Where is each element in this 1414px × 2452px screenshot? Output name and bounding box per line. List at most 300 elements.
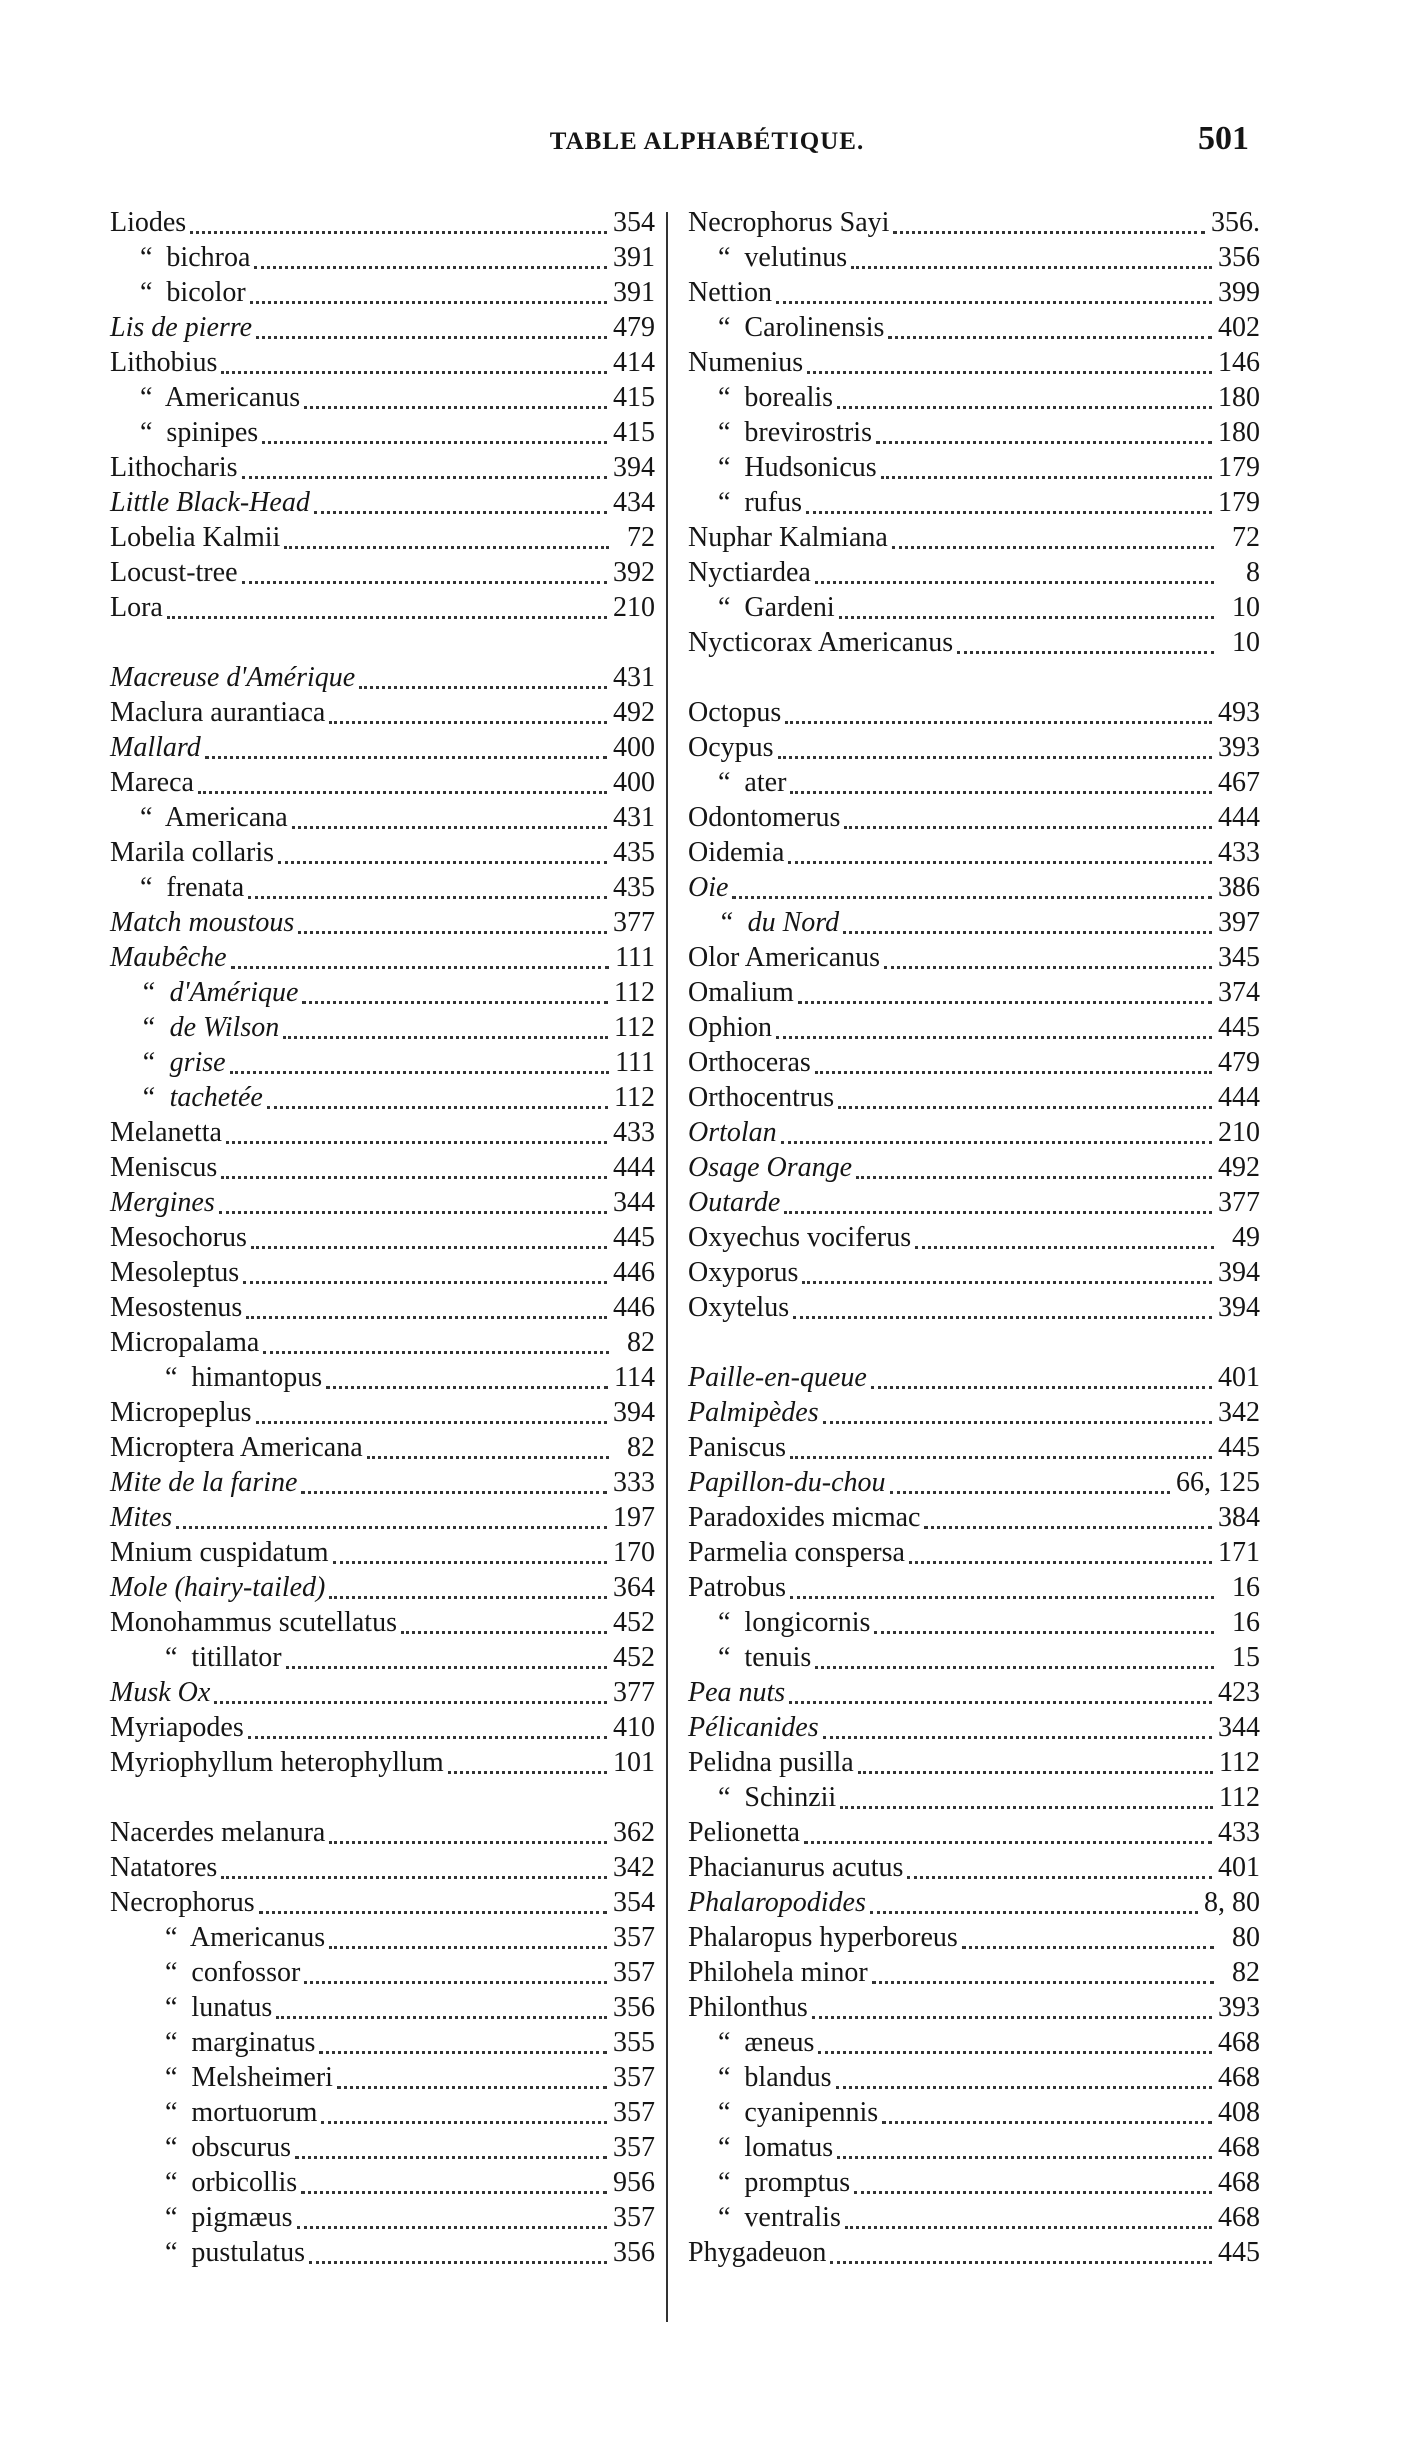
entry-label: Omalium	[688, 977, 794, 1008]
entry-label: Pea nuts	[688, 1677, 786, 1708]
dot-leader	[248, 1726, 607, 1739]
index-entry	[110, 1220, 655, 1255]
entry-label: “ Gardeni	[718, 592, 835, 623]
index-entry	[110, 905, 655, 940]
dot-leader	[892, 536, 1214, 549]
entry-label: Olor Americanus	[688, 942, 881, 973]
dot-leader	[843, 921, 1212, 934]
entry-label: “ Americanus	[165, 1922, 326, 1953]
entry-label: Palmipèdes	[688, 1397, 819, 1428]
entry-label: “ ventralis	[718, 2202, 841, 2233]
entry-label: Mite de la farine	[110, 1467, 298, 1498]
entry-label: “ titillator	[165, 1642, 282, 1673]
index-entry	[110, 1185, 655, 1220]
index-entry	[688, 2095, 1260, 2130]
entry-label: Nettion	[688, 277, 772, 308]
dot-leader	[815, 571, 1214, 584]
entry-page-number: 210	[1218, 1117, 1260, 1148]
dot-leader	[319, 2041, 607, 2054]
entry-page-number: 468	[1218, 2132, 1260, 2163]
entry-page-number: 423	[1218, 1677, 1260, 1708]
index-entry	[688, 310, 1260, 345]
entry-page-number: 72	[1232, 522, 1260, 553]
dot-leader	[957, 641, 1214, 654]
entry-label: Mareca	[110, 767, 194, 798]
index-entry	[688, 905, 1260, 940]
dot-leader	[781, 1131, 1212, 1144]
dot-leader	[251, 1236, 607, 1249]
dot-leader	[231, 956, 609, 969]
index-entry	[688, 485, 1260, 520]
dot-leader	[329, 1936, 607, 1949]
dot-leader	[263, 1341, 609, 1354]
index-entry	[110, 660, 655, 695]
dot-leader	[732, 886, 1212, 899]
entry-page-number: 435	[613, 872, 655, 903]
index-entry	[688, 1465, 1260, 1500]
section-gap	[110, 625, 655, 660]
dot-leader	[283, 1026, 608, 1039]
entry-page-number: 452	[613, 1607, 655, 1638]
dot-leader	[924, 1516, 1212, 1529]
section-gap	[110, 1780, 655, 1815]
index-entry	[110, 730, 655, 765]
entry-page-number: 49	[1232, 1222, 1260, 1253]
index-entry	[688, 2165, 1260, 2200]
entry-label: “ tachetée	[140, 1082, 263, 1113]
entry-page-number: 345	[1218, 942, 1260, 973]
index-entry	[110, 1395, 655, 1430]
index-entry	[110, 310, 655, 345]
entry-page-number: 146	[1218, 347, 1260, 378]
index-entry	[688, 1990, 1260, 2025]
entry-label: Lora	[110, 592, 163, 623]
dot-leader	[872, 1971, 1214, 1984]
entry-page-number: 66, 125	[1176, 1467, 1260, 1498]
entry-page-number: 357	[613, 2097, 655, 2128]
index-entry	[110, 1010, 655, 1045]
entry-label: Numenius	[688, 347, 804, 378]
entry-label: Necrophorus Sayi	[688, 207, 890, 238]
index-entry	[688, 2130, 1260, 2165]
entry-page-number: 112	[614, 1082, 655, 1113]
dot-leader	[870, 1901, 1198, 1914]
entry-label: Pelionetta	[688, 1817, 800, 1848]
entry-page-number: 10	[1232, 627, 1260, 658]
index-entry	[688, 1535, 1260, 1570]
dot-leader	[845, 2216, 1212, 2229]
index-entry	[688, 1080, 1260, 1115]
entry-label: Oxytelus	[688, 1292, 790, 1323]
entry-page-number: 445	[613, 1222, 655, 1253]
dot-leader	[329, 1831, 607, 1844]
dot-leader	[298, 921, 607, 934]
index-entry	[688, 1290, 1260, 1325]
index-entry	[110, 1640, 655, 1675]
entry-page-number: 355	[613, 2027, 655, 2058]
index-entry	[688, 1710, 1260, 1745]
index-entry	[110, 2130, 655, 2165]
entry-page-number: 445	[1218, 2237, 1260, 2268]
entry-page-number: 393	[1218, 1992, 1260, 2023]
entry-label: Patrobus	[688, 1572, 786, 1603]
entry-label: Mnium cuspidatum	[110, 1537, 329, 1568]
index-entry	[688, 1500, 1260, 1535]
dot-leader	[301, 2181, 607, 2194]
dot-leader	[221, 1866, 607, 1879]
index-entry	[110, 975, 655, 1010]
entry-label: “ marginatus	[165, 2027, 316, 2058]
entry-page-number: 384	[1218, 1502, 1260, 1533]
dot-leader	[812, 2006, 1212, 2019]
index-entry	[688, 2200, 1260, 2235]
index-entry	[110, 415, 655, 450]
index-entry	[688, 1920, 1260, 1955]
dot-leader	[837, 2146, 1212, 2159]
index-entry	[110, 1815, 655, 1850]
dot-leader	[838, 1096, 1212, 1109]
entry-label: Ortolan	[688, 1117, 777, 1148]
entry-page-number: 357	[613, 2202, 655, 2233]
entry-page-number: 197	[613, 1502, 655, 1533]
entry-page-number: 342	[1218, 1397, 1260, 1428]
dot-leader	[256, 1411, 607, 1424]
entry-page-number: 444	[1218, 802, 1260, 833]
index-entry	[688, 1220, 1260, 1255]
dot-leader	[790, 1446, 1212, 1459]
index-entry	[110, 800, 655, 835]
index-entry	[688, 1605, 1260, 1640]
index-entry	[688, 625, 1260, 660]
index-entry	[688, 2060, 1260, 2095]
dot-leader	[823, 1411, 1212, 1424]
index-entry	[688, 1640, 1260, 1675]
index-entry	[688, 695, 1260, 730]
entry-label: Phygadeuon	[688, 2237, 827, 2268]
dot-leader	[823, 1726, 1212, 1739]
dot-leader	[286, 1656, 607, 1669]
entry-label: “ confossor	[165, 1957, 301, 1988]
entry-label: “ Americana	[140, 802, 288, 833]
entry-label: Mallard	[110, 732, 201, 763]
entry-label: Mesostenus	[110, 1292, 243, 1323]
entry-label: Match moustous	[110, 907, 295, 938]
entry-label: Mesoleptus	[110, 1257, 240, 1288]
dot-leader	[256, 326, 607, 339]
dot-leader	[326, 1376, 608, 1389]
entry-label: “ lunatus	[165, 1992, 273, 2023]
dot-leader	[219, 1201, 607, 1214]
entry-page-number: 415	[613, 417, 655, 448]
entry-page-number: 397	[1218, 907, 1260, 938]
index-entry	[688, 1850, 1260, 1885]
dot-leader	[190, 221, 607, 234]
entry-label: Octopus	[688, 697, 782, 728]
entry-page-number: 357	[613, 2132, 655, 2163]
entry-page-number: 394	[1218, 1292, 1260, 1323]
entry-page-number: 444	[613, 1152, 655, 1183]
index-entry	[688, 1955, 1260, 1990]
index-entry	[688, 380, 1260, 415]
entry-page-number: 445	[1218, 1012, 1260, 1043]
entry-page-number: 956	[613, 2167, 655, 2198]
entry-page-number: 362	[613, 1817, 655, 1848]
entry-label: “ rufus	[718, 487, 802, 518]
dot-leader	[329, 711, 607, 724]
entry-page-number: 80	[1232, 1922, 1260, 1953]
entry-label: Microptera Americana	[110, 1432, 363, 1463]
entry-page-number: 433	[1218, 837, 1260, 868]
entry-page-number: 431	[613, 802, 655, 833]
entry-page-number: 10	[1232, 592, 1260, 623]
dot-leader	[250, 291, 607, 304]
dot-leader	[248, 886, 607, 899]
entry-page-number: 479	[1218, 1047, 1260, 1078]
entry-label: “ cyanipennis	[718, 2097, 879, 2128]
dot-leader	[776, 291, 1212, 304]
dot-leader	[830, 2251, 1212, 2264]
entry-label: Orthocentrus	[688, 1082, 835, 1113]
dot-leader	[776, 1026, 1212, 1039]
dot-leader	[337, 2076, 607, 2089]
index-entry	[110, 870, 655, 905]
dot-leader	[881, 466, 1212, 479]
dot-leader	[890, 1481, 1170, 1494]
entry-label: “ spinipes	[140, 417, 259, 448]
entry-label: Nycticorax Americanus	[688, 627, 954, 658]
entry-label: “ lomatus	[718, 2132, 834, 2163]
index-entry	[110, 205, 655, 240]
entry-page-number: 400	[613, 732, 655, 763]
entry-page-number: 111	[615, 942, 655, 973]
entry-page-number: 431	[613, 662, 655, 693]
dot-leader	[205, 746, 607, 759]
index-entry	[688, 450, 1260, 485]
entry-page-number: 408	[1218, 2097, 1260, 2128]
entry-label: Pélicanides	[688, 1712, 819, 1743]
index-entry	[688, 1885, 1260, 1920]
entry-page-number: 357	[613, 1922, 655, 1953]
index-entry	[110, 1955, 655, 1990]
entry-page-number: 394	[613, 452, 655, 483]
entry-label: “ Hudsonicus	[718, 452, 877, 483]
index-entry	[688, 1675, 1260, 1710]
dot-leader	[909, 1551, 1212, 1564]
entry-label: “ Americanus	[140, 382, 301, 413]
dot-leader	[295, 2146, 607, 2159]
dot-leader	[840, 1796, 1213, 1809]
index-entry	[688, 240, 1260, 275]
entry-label: Marila collaris	[110, 837, 275, 868]
entry-label: Nuphar Kalmiana	[688, 522, 888, 553]
index-entry	[688, 1255, 1260, 1290]
entry-page-number: 357	[613, 2062, 655, 2093]
entry-label: Philonthus	[688, 1992, 808, 2023]
index-entry	[688, 2235, 1260, 2270]
entry-page-number: 452	[613, 1642, 655, 1673]
entry-label: Mergines	[110, 1187, 215, 1218]
index-entry	[688, 1780, 1260, 1815]
entry-page-number: 344	[613, 1187, 655, 1218]
entry-label: Paille-en-queue	[688, 1362, 867, 1393]
entry-page-number: 114	[614, 1362, 655, 1393]
entry-page-number: 356	[613, 1992, 655, 2023]
entry-label: Locust-tree	[110, 557, 238, 588]
entry-page-number: 468	[1218, 2062, 1260, 2093]
index-entry	[110, 1150, 655, 1185]
dot-leader	[359, 676, 607, 689]
entry-page-number: 72	[627, 522, 655, 553]
entry-page-number: 444	[1218, 1082, 1260, 1113]
column-divider	[666, 212, 668, 2322]
entry-page-number: 171	[1218, 1537, 1260, 1568]
entry-page-number: 354	[613, 1887, 655, 1918]
entry-label: Mole (hairy-tailed)	[110, 1572, 326, 1603]
index-entry	[688, 590, 1260, 625]
entry-label: Maclura aurantiaca	[110, 697, 326, 728]
entry-page-number: 356.	[1211, 207, 1260, 238]
index-entry	[688, 1815, 1260, 1850]
entry-label: Mites	[110, 1502, 173, 1533]
index-entry	[110, 520, 655, 555]
index-entry	[110, 1360, 655, 1395]
index-entry	[688, 765, 1260, 800]
dot-leader	[784, 1201, 1212, 1214]
dot-leader	[221, 361, 607, 374]
entry-label: Natatores	[110, 1852, 218, 1883]
index-entry	[110, 1570, 655, 1605]
entry-label: “ longicornis	[718, 1607, 871, 1638]
index-column-right	[688, 205, 1260, 2270]
index-entry	[688, 1430, 1260, 1465]
entry-page-number: 16	[1232, 1572, 1260, 1603]
index-entry	[688, 835, 1260, 870]
entry-label: Osage Orange	[688, 1152, 853, 1183]
dot-leader	[790, 1586, 1214, 1599]
index-entry	[110, 1605, 655, 1640]
entry-page-number: 357	[613, 1957, 655, 1988]
entry-label: “ himantopus	[165, 1362, 323, 1393]
index-entry	[110, 1920, 655, 1955]
entry-page-number: 392	[613, 557, 655, 588]
entry-page-number: 112	[1219, 1782, 1260, 1813]
dot-leader	[815, 1656, 1214, 1669]
entry-page-number: 210	[613, 592, 655, 623]
entry-page-number: 374	[1218, 977, 1260, 1008]
index-entry	[688, 800, 1260, 835]
dot-leader	[839, 606, 1214, 619]
entry-label: “ Melsheimeri	[165, 2062, 333, 2093]
index-entry	[110, 1465, 655, 1500]
index-entry	[110, 2060, 655, 2095]
entry-label: “ grise	[140, 1047, 226, 1078]
index-entry	[110, 2235, 655, 2270]
entry-label: Macreuse d'Amérique	[110, 662, 356, 693]
entry-page-number: 394	[1218, 1257, 1260, 1288]
entry-label: “ bicolor	[140, 277, 246, 308]
index-entry	[110, 1080, 655, 1115]
entry-label: Little Black-Head	[110, 487, 310, 518]
entry-label: Lis de pierre	[110, 312, 253, 343]
dot-leader	[858, 1761, 1213, 1774]
entry-page-number: 179	[1218, 452, 1260, 483]
index-entry	[110, 590, 655, 625]
entry-label: “ frenata	[140, 872, 245, 903]
dot-leader	[230, 1061, 609, 1074]
entry-page-number: 393	[1218, 732, 1260, 763]
entry-label: “ d'Amérique	[140, 977, 299, 1008]
dot-leader	[246, 1306, 607, 1319]
entry-label: Lithobius	[110, 347, 218, 378]
entry-page-number: 112	[614, 1012, 655, 1043]
dot-leader	[259, 1901, 607, 1914]
dot-leader	[262, 431, 607, 444]
entry-label: Monohammus scutellatus	[110, 1607, 397, 1638]
dot-leader	[785, 711, 1212, 724]
dot-leader	[214, 1691, 607, 1704]
entry-label: “ blandus	[718, 2062, 832, 2093]
index-entry	[110, 1710, 655, 1745]
entry-label: “ obscurus	[165, 2132, 291, 2163]
dot-leader	[329, 1586, 607, 1599]
entry-page-number: 391	[613, 242, 655, 273]
entry-label: Necrophorus	[110, 1887, 255, 1918]
entry-label: Micropeplus	[110, 1397, 252, 1428]
dot-leader	[301, 1481, 607, 1494]
entry-label: “ promptus	[718, 2167, 851, 2198]
index-entry	[688, 555, 1260, 590]
entry-page-number: 112	[614, 977, 655, 1008]
entry-label: Musk Ox	[110, 1677, 211, 1708]
entry-page-number: 446	[613, 1257, 655, 1288]
index-entry	[110, 450, 655, 485]
index-entry	[110, 1535, 655, 1570]
dot-leader	[806, 501, 1212, 514]
entry-label: Ophion	[688, 1012, 772, 1043]
index-entry	[688, 345, 1260, 380]
dot-leader	[876, 431, 1212, 444]
entry-label: Nyctiardea	[688, 557, 811, 588]
index-entry	[688, 1570, 1260, 1605]
dot-leader	[789, 1691, 1212, 1704]
index-entry	[110, 1850, 655, 1885]
index-entry	[110, 2095, 655, 2130]
dot-leader	[297, 2216, 607, 2229]
dot-leader	[284, 536, 609, 549]
entry-page-number: 356	[1218, 242, 1260, 273]
entry-label: Outarde	[688, 1187, 781, 1218]
dot-leader	[448, 1761, 607, 1774]
index-entry	[110, 345, 655, 380]
entry-label: Phalaropodides	[688, 1887, 866, 1918]
entry-page-number: 111	[615, 1047, 655, 1078]
entry-label: Phacianurus acutus	[688, 1852, 904, 1883]
entry-page-number: 467	[1218, 767, 1260, 798]
index-entry	[688, 2025, 1260, 2060]
entry-page-number: 356	[613, 2237, 655, 2268]
entry-label: Oxyporus	[688, 1257, 799, 1288]
index-entry	[110, 380, 655, 415]
entry-label: Parmelia conspersa	[688, 1537, 905, 1568]
entry-label: “ velutinus	[718, 242, 848, 273]
dot-leader	[804, 1831, 1212, 1844]
dot-leader	[302, 991, 608, 1004]
entry-page-number: 414	[613, 347, 655, 378]
dot-leader	[851, 256, 1212, 269]
index-entry	[688, 1115, 1260, 1150]
entry-page-number: 468	[1218, 2167, 1260, 2198]
entry-label: Oidemia	[688, 837, 785, 868]
